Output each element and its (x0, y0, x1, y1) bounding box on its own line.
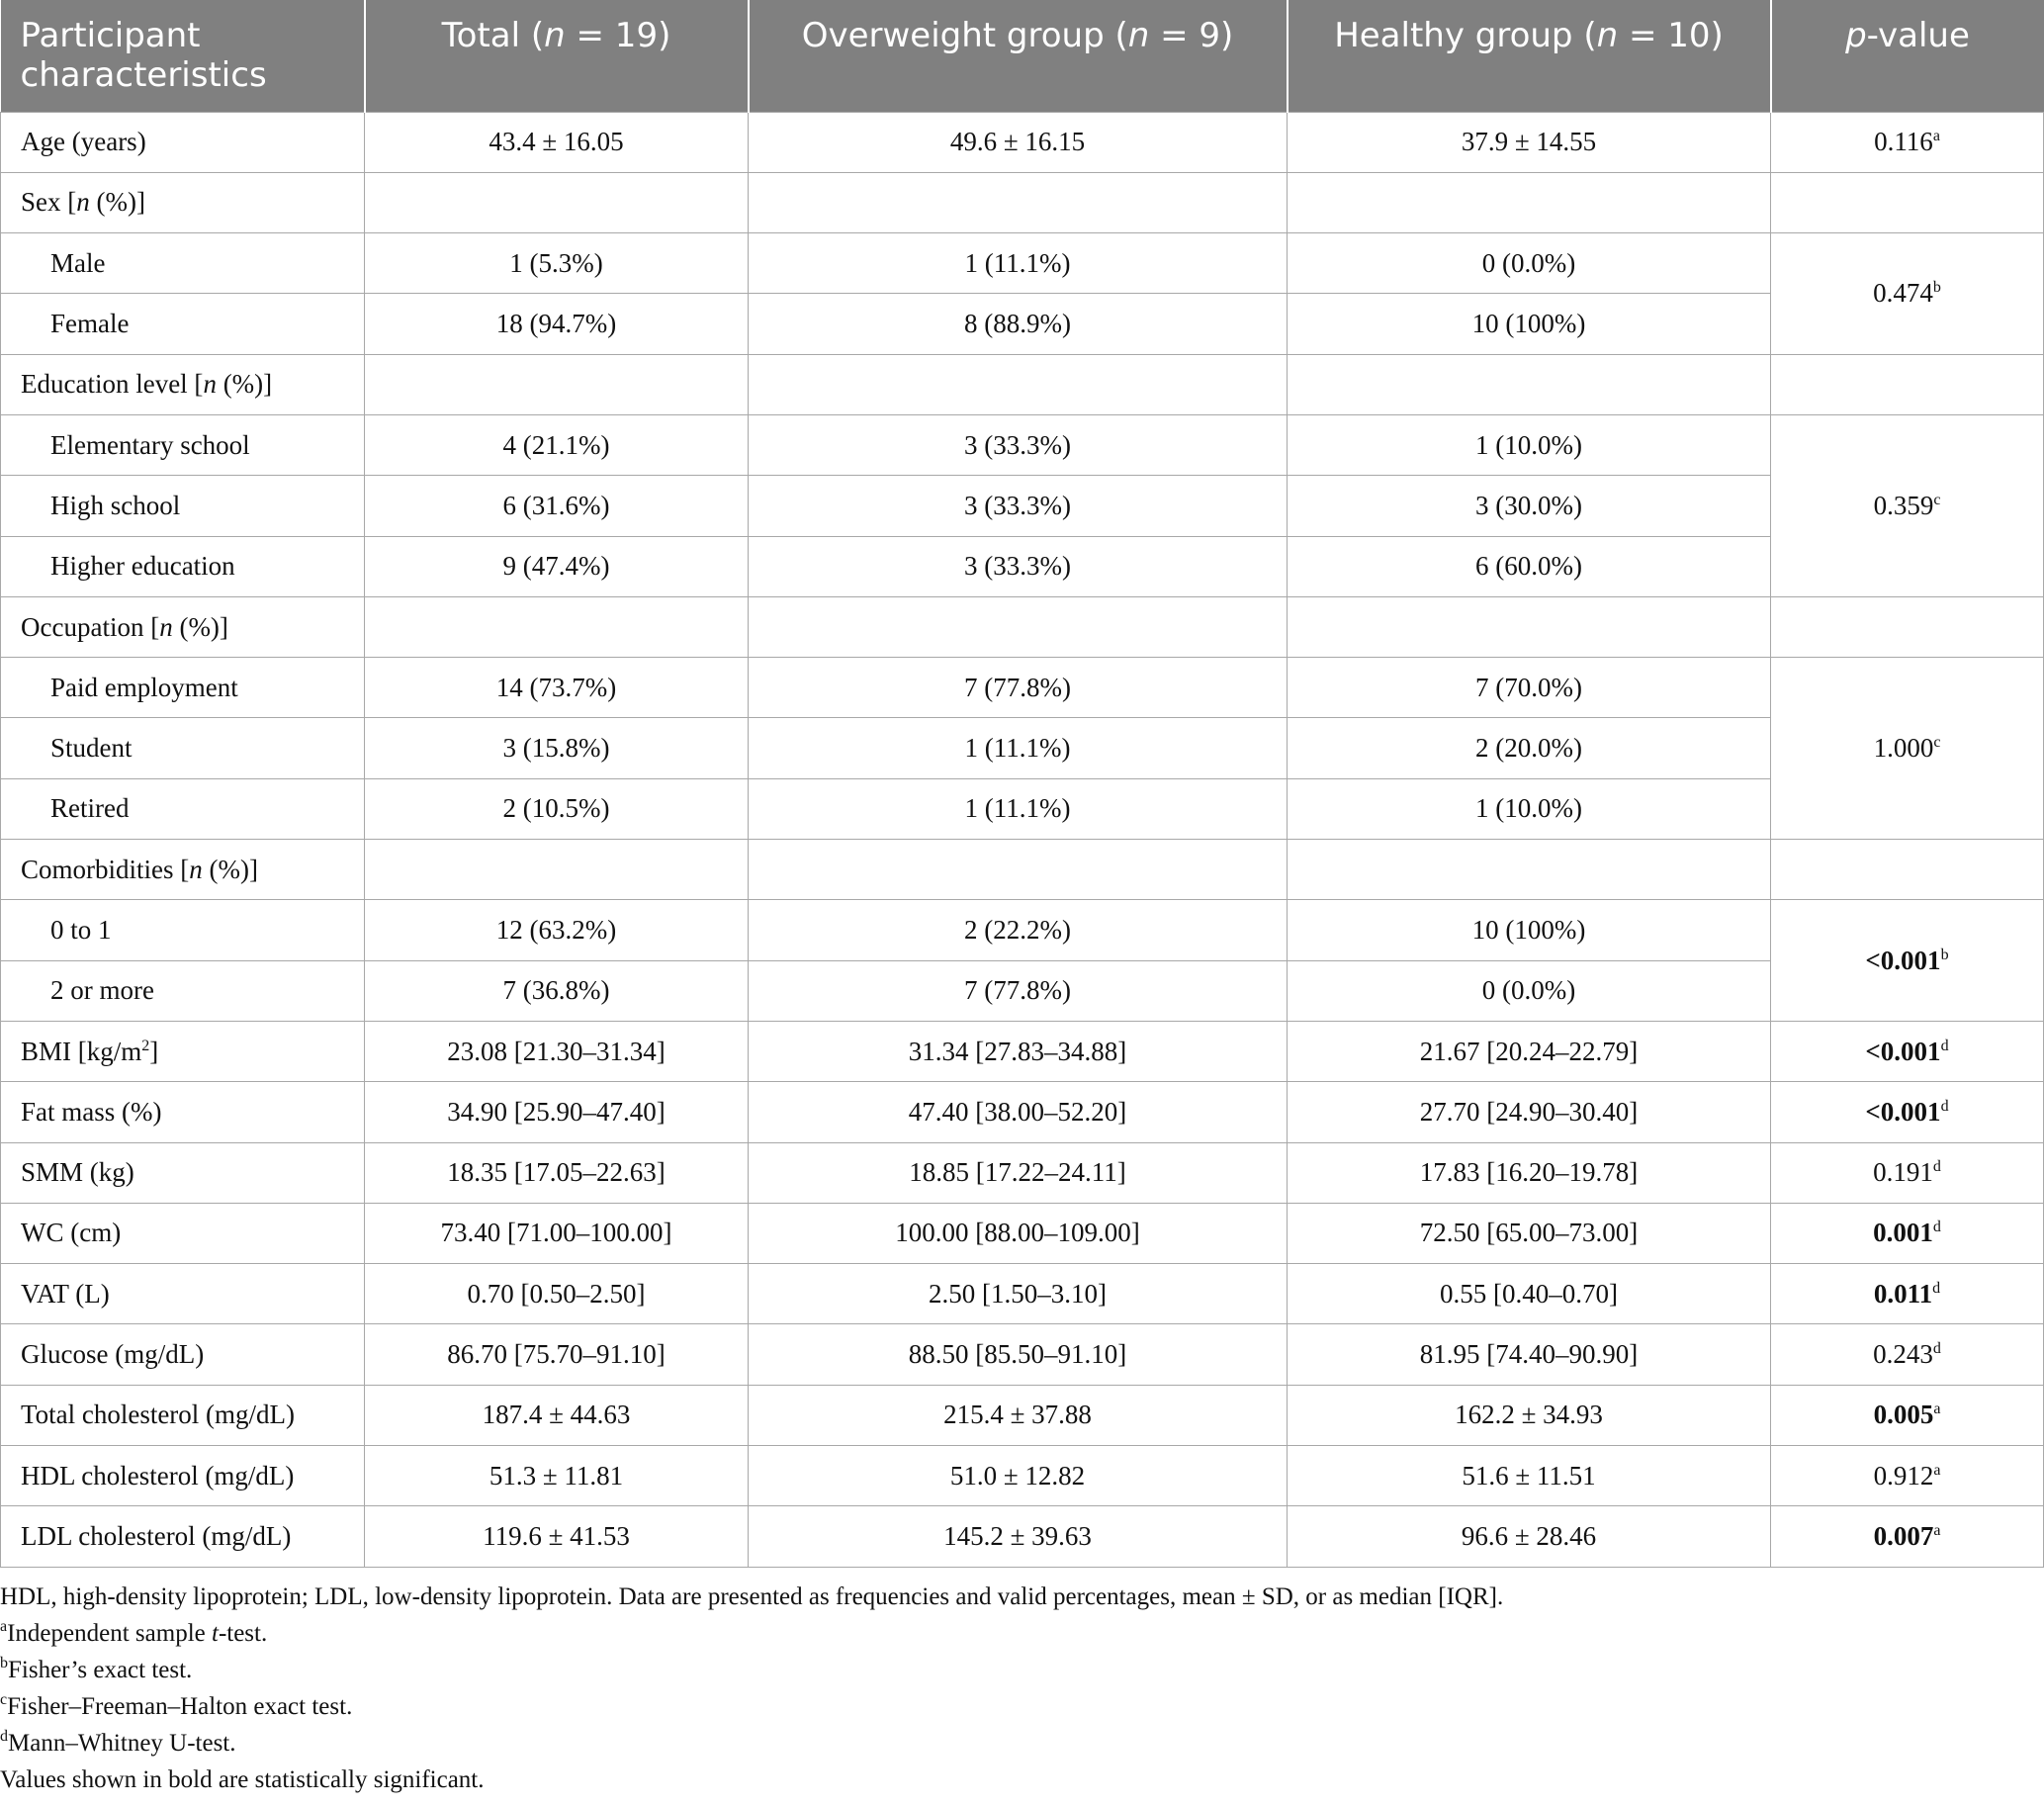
row-label (1, 172, 365, 232)
healthy-cell: 0.55 [0.40–0.70] (1288, 1264, 1771, 1324)
table-row-2-or-more (1, 960, 2044, 1021)
table-row-fat-mass (1, 1082, 2044, 1142)
header-total (365, 0, 749, 112)
footnote-a (0, 1615, 2037, 1652)
overweight-cell: 100.00 [88.00–109.00] (749, 1203, 1288, 1263)
total-cell: 43.4 ± 16.05 (365, 112, 749, 172)
healthy-cell: 6 (60.0%) (1288, 536, 1771, 596)
overweight-cell: 49.6 ± 16.15 (749, 112, 1288, 172)
header-healthy-n: n (1596, 16, 1619, 55)
healthy-cell: 10 (100%) (1288, 900, 1771, 960)
footnote-bold-significance: Values shown in bold are statistically significant. (0, 1766, 485, 1793)
footnote-d (0, 1725, 2037, 1762)
footnote-mark: b (0, 1655, 8, 1671)
footnote-mark: d (0, 1728, 8, 1745)
empty-cell (749, 172, 1288, 232)
empty-cell (365, 596, 749, 657)
row-label: Glucose (mg/dL) (1, 1324, 365, 1385)
row-label: Student (1, 718, 365, 778)
total-cell: 14 (73.7%) (365, 658, 749, 718)
total-cell: 18 (94.7%) (365, 294, 749, 354)
table-row-total-cholesterol (1, 1385, 2044, 1445)
healthy-cell: 7 (70.0%) (1288, 658, 1771, 718)
p-footnote-mark: a (1932, 128, 1940, 145)
p-footnote-mark: a (1933, 1400, 1941, 1418)
row-label (1, 1021, 365, 1081)
total-cell: 51.3 ± 11.81 (365, 1446, 749, 1506)
empty-cell (1771, 840, 2044, 900)
label-text-b: (%)] (172, 611, 228, 642)
empty-cell (749, 596, 1288, 657)
row-label: Elementary school (1, 414, 365, 475)
row-label: WC (cm) (1, 1203, 365, 1263)
header-col1-text: Participant characteristics (20, 16, 267, 95)
row-label (1, 596, 365, 657)
overweight-cell: 8 (88.9%) (749, 294, 1288, 354)
p-value-cell (1771, 414, 2044, 596)
overweight-cell: 1 (11.1%) (749, 718, 1288, 778)
footnote-b (0, 1652, 2037, 1688)
healthy-cell: 2 (20.0%) (1288, 718, 1771, 778)
overweight-cell: 88.50 [85.50–91.10] (749, 1324, 1288, 1385)
table-row-retired (1, 778, 2044, 839)
healthy-cell: 21.67 [20.24–22.79] (1288, 1021, 1771, 1081)
footnote-c (0, 1688, 2037, 1725)
table-row-smm (1, 1142, 2044, 1203)
overweight-cell: 51.0 ± 12.82 (749, 1446, 1288, 1506)
row-label: Male (1, 233, 365, 294)
total-cell: 1 (5.3%) (365, 233, 749, 294)
healthy-cell: 51.6 ± 11.51 (1288, 1446, 1771, 1506)
overweight-cell: 3 (33.3%) (749, 536, 1288, 596)
table-body (1, 112, 2044, 1567)
p-value-cell (1771, 1082, 2044, 1142)
row-label: Retired (1, 778, 365, 839)
total-cell: 187.4 ± 44.63 (365, 1385, 749, 1445)
table-row-0-to-1 (1, 900, 2044, 960)
footnote-mark: a (0, 1618, 8, 1635)
p-value: 0.191 (1873, 1157, 1933, 1188)
row-label: Total cholesterol (mg/dL) (1, 1385, 365, 1445)
total-cell: 3 (15.8%) (365, 718, 749, 778)
p-value: 0.011 (1873, 1278, 1933, 1309)
table-row-comorbidities (1, 840, 2044, 900)
p-footnote-mark: d (1932, 1158, 1941, 1176)
p-value: <0.001 (1865, 1096, 1941, 1127)
label-n: n (189, 854, 203, 884)
p-value-cell (1771, 1506, 2044, 1567)
row-label (1, 840, 365, 900)
footnote-mark: c (0, 1691, 8, 1708)
p-value-cell (1771, 1385, 2044, 1445)
overweight-cell: 7 (77.8%) (749, 960, 1288, 1021)
footnote-text: Fisher’s exact test. (8, 1657, 193, 1683)
p-value-cell (1771, 1264, 2044, 1324)
healthy-cell: 72.50 [65.00–73.00] (1288, 1203, 1771, 1263)
total-cell: 2 (10.5%) (365, 778, 749, 839)
footnote-abbreviations: HDL, high-density lipoprotein; LDL, low-density lipoprotein. Data are presented as frequencies and valid percentages, mean ± SD, or as median [IQR]. (0, 1583, 1504, 1610)
header-healthy-text-a: Healthy group ( (1334, 16, 1597, 55)
table-row-occupation (1, 596, 2044, 657)
table-header (1, 0, 2044, 112)
p-footnote-mark: a (1933, 1461, 1941, 1479)
label-text-a: Occupation [ (21, 611, 160, 642)
healthy-cell: 0 (0.0%) (1288, 960, 1771, 1021)
p-footnote-mark: d (1940, 1037, 1949, 1054)
p-footnote-mark: b (1932, 279, 1941, 297)
table-row-hdl-cholesterol (1, 1446, 2044, 1506)
total-cell: 119.6 ± 41.53 (365, 1506, 749, 1567)
row-label: SMM (kg) (1, 1142, 365, 1203)
empty-cell (365, 840, 749, 900)
p-value: <0.001 (1865, 1036, 1941, 1066)
p-footnote-mark: d (1932, 1219, 1941, 1236)
table-row-sex (1, 172, 2044, 232)
overweight-cell: 3 (33.3%) (749, 414, 1288, 475)
total-cell: 12 (63.2%) (365, 900, 749, 960)
header-total-text-a: Total ( (441, 16, 545, 55)
overweight-cell: 2.50 [1.50–3.10] (749, 1264, 1288, 1324)
p-footnote-mark: d (1932, 1279, 1941, 1297)
header-p: p (1845, 16, 1867, 55)
empty-cell (365, 172, 749, 232)
total-cell: 0.70 [0.50–2.50] (365, 1264, 749, 1324)
healthy-cell: 96.6 ± 28.46 (1288, 1506, 1771, 1567)
label-text-a: Education level [ (21, 369, 204, 400)
p-value: 0.005 (1873, 1400, 1934, 1430)
table-row-male (1, 233, 2044, 294)
empty-cell (749, 840, 1288, 900)
total-cell: 6 (31.6%) (365, 476, 749, 536)
total-cell: 9 (47.4%) (365, 536, 749, 596)
healthy-cell: 3 (30.0%) (1288, 476, 1771, 536)
overweight-cell: 1 (11.1%) (749, 233, 1288, 294)
healthy-cell: 37.9 ± 14.55 (1288, 112, 1771, 172)
p-value: 1.000 (1873, 733, 1934, 764)
p-footnote-mark: d (1932, 1340, 1941, 1358)
p-value: 0.116 (1874, 127, 1933, 157)
p-value: 0.007 (1873, 1520, 1934, 1551)
p-value-cell (1771, 658, 2044, 840)
label-n: n (159, 611, 173, 642)
p-value-cell (1771, 900, 2044, 1022)
table-row-high-school (1, 476, 2044, 536)
healthy-cell: 162.2 ± 34.93 (1288, 1385, 1771, 1445)
header-total-n: n (544, 16, 566, 55)
label-superscript: 2 (141, 1037, 150, 1054)
healthy-cell: 10 (100%) (1288, 294, 1771, 354)
empty-cell (749, 354, 1288, 414)
header-p-text: -value (1866, 16, 1970, 55)
table-row-education-level (1, 354, 2044, 414)
p-value: 0.359 (1873, 490, 1934, 520)
empty-cell (1771, 172, 2044, 232)
footnote-text: Independent sample (7, 1620, 212, 1647)
overweight-cell: 47.40 [38.00–52.20] (749, 1082, 1288, 1142)
row-label: High school (1, 476, 365, 536)
overweight-cell: 145.2 ± 39.63 (749, 1506, 1288, 1567)
header-row (1, 0, 2044, 112)
table-row-ldl-cholesterol (1, 1506, 2044, 1567)
healthy-cell: 1 (10.0%) (1288, 778, 1771, 839)
footnote-text: Fisher–Freeman–Halton exact test. (7, 1693, 353, 1720)
header-healthy-group (1288, 0, 1771, 112)
label-text-a: Comorbidities [ (21, 854, 190, 884)
total-cell: 7 (36.8%) (365, 960, 749, 1021)
label-n: n (203, 369, 217, 400)
empty-cell (1288, 172, 1771, 232)
table-row-glucose (1, 1324, 2044, 1385)
p-footnote-mark: c (1933, 491, 1941, 508)
header-total-text-b: = 19) (565, 16, 671, 55)
label-text-b: (%)] (216, 369, 273, 400)
row-label: Paid employment (1, 658, 365, 718)
row-label: VAT (L) (1, 1264, 365, 1324)
row-label (1, 354, 365, 414)
row-label: 0 to 1 (1, 900, 365, 960)
total-cell: 18.35 [17.05–22.63] (365, 1142, 749, 1203)
table-row-higher-education (1, 536, 2044, 596)
label-n: n (76, 187, 90, 218)
table-row-female (1, 294, 2044, 354)
table-row-student (1, 718, 2044, 778)
label-text-a: Sex [ (21, 187, 77, 218)
p-value: <0.001 (1865, 945, 1941, 975)
healthy-cell: 81.95 [74.40–90.90] (1288, 1324, 1771, 1385)
empty-cell (365, 354, 749, 414)
p-value: 0.912 (1873, 1460, 1934, 1491)
footnote-italic-t: t (211, 1620, 219, 1647)
healthy-cell: 17.83 [16.20–19.78] (1288, 1142, 1771, 1203)
p-footnote-mark: d (1940, 1097, 1949, 1115)
p-value-cell (1771, 1021, 2044, 1081)
p-value-cell (1771, 1203, 2044, 1263)
table-footnotes (0, 1579, 2037, 1798)
p-value-cell (1771, 233, 2044, 355)
empty-cell (1288, 596, 1771, 657)
header-participant-characteristics (1, 0, 365, 112)
header-p-value (1771, 0, 2044, 112)
label-text-a: BMI [kg/m (21, 1036, 142, 1066)
row-label: HDL cholesterol (mg/dL) (1, 1446, 365, 1506)
table-row-age (1, 112, 2044, 172)
overweight-cell: 2 (22.2%) (749, 900, 1288, 960)
total-cell: 23.08 [21.30–31.34] (365, 1021, 749, 1081)
empty-cell (1771, 596, 2044, 657)
table-row-bmi (1, 1021, 2044, 1081)
empty-cell (1288, 354, 1771, 414)
label-text-b: ] (149, 1036, 159, 1066)
healthy-cell: 0 (0.0%) (1288, 233, 1771, 294)
header-overweight-group (749, 0, 1288, 112)
row-label: Age (years) (1, 112, 365, 172)
overweight-cell: 3 (33.3%) (749, 476, 1288, 536)
total-cell: 86.70 [75.70–91.10] (365, 1324, 749, 1385)
row-label: 2 or more (1, 960, 365, 1021)
table-row-wc (1, 1203, 2044, 1263)
row-label: Female (1, 294, 365, 354)
p-value: 0.001 (1873, 1218, 1933, 1248)
header-over-text-a: Overweight group ( (801, 16, 1128, 55)
healthy-cell: 1 (10.0%) (1288, 414, 1771, 475)
p-footnote-mark: c (1933, 734, 1941, 752)
footnote-text-end: -test. (218, 1620, 268, 1647)
p-value-cell (1771, 112, 2044, 172)
overweight-cell: 7 (77.8%) (749, 658, 1288, 718)
header-over-n: n (1127, 16, 1150, 55)
p-footnote-mark: a (1933, 1521, 1941, 1539)
total-cell: 73.40 [71.00–100.00] (365, 1203, 749, 1263)
p-value-cell (1771, 1324, 2044, 1385)
healthy-cell: 27.70 [24.90–30.40] (1288, 1082, 1771, 1142)
empty-cell (1288, 840, 1771, 900)
label-text-b: (%)] (89, 187, 145, 218)
total-cell: 34.90 [25.90–47.40] (365, 1082, 749, 1142)
row-label: Fat mass (%) (1, 1082, 365, 1142)
p-value-cell (1771, 1446, 2044, 1506)
table-row-paid-employment (1, 658, 2044, 718)
table-row-elementary (1, 414, 2044, 475)
p-footnote-mark: b (1940, 946, 1949, 963)
row-label: Higher education (1, 536, 365, 596)
total-cell: 4 (21.1%) (365, 414, 749, 475)
footnote-text: Mann–Whitney U-test. (8, 1730, 236, 1757)
overweight-cell: 18.85 [17.22–24.11] (749, 1142, 1288, 1203)
overweight-cell: 31.34 [27.83–34.88] (749, 1021, 1288, 1081)
header-healthy-text-b: = 10) (1618, 16, 1724, 55)
table-row-vat (1, 1264, 2044, 1324)
header-over-text-b: = 9) (1149, 16, 1234, 55)
overweight-cell: 1 (11.1%) (749, 778, 1288, 839)
row-label: LDL cholesterol (mg/dL) (1, 1506, 365, 1567)
empty-cell (1771, 354, 2044, 414)
label-text-b: (%)] (202, 854, 258, 884)
p-value-cell (1771, 1142, 2044, 1203)
p-value: 0.243 (1873, 1339, 1933, 1370)
overweight-cell: 215.4 ± 37.88 (749, 1385, 1288, 1445)
p-value: 0.474 (1873, 278, 1933, 309)
